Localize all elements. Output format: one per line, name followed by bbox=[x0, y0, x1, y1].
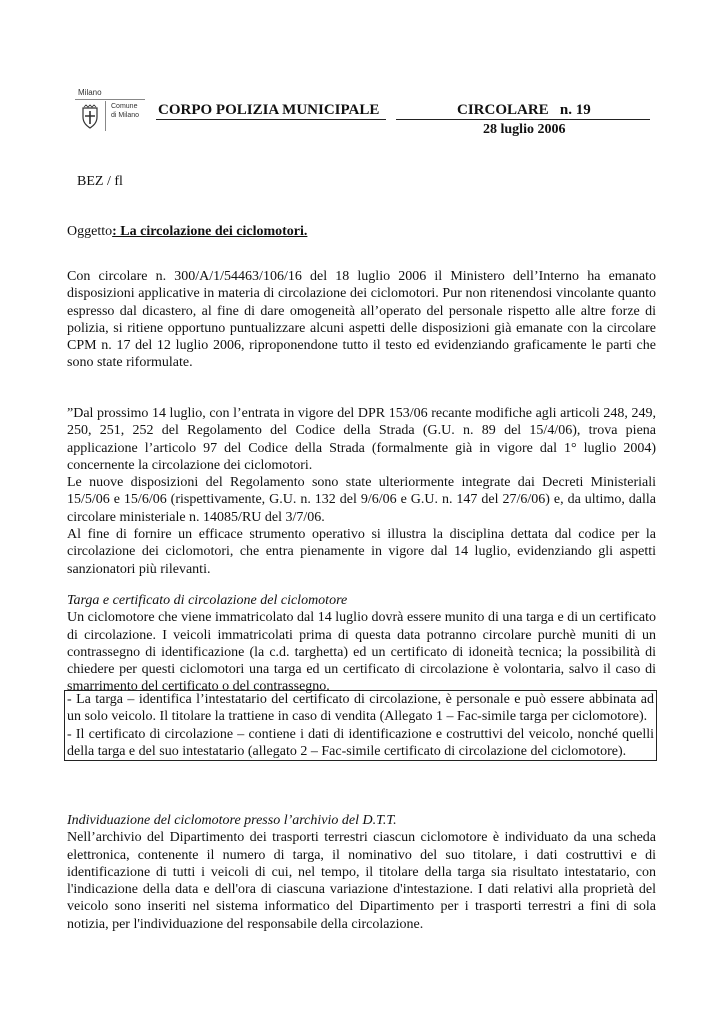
circular-rule bbox=[396, 119, 650, 120]
header-title: CORPO POLIZIA MUNICIPALE bbox=[158, 102, 380, 118]
circular-number: CIRCOLARE n. 19 bbox=[457, 102, 591, 118]
section-body: Nell’archivio del Dipartimento dei trasporti terrestri ciascun ciclomotore è individuato da una scheda elettronica, contenente il numero di targa, il nominativo del suo titolare, i dati costruttivi e di identificazione di tutti i veicoli di cui, nel tempo, il titolare della targa sia risultato intestatario, con l'indicazione della data e dell'ora di ciascuna variazione d'intestazione. I dati relativi alla proprietà del veicolo sono inseriti nel sistema informatico del Dipartimento per i trasporti terrestri a fini di sola notizia, per l'individuazione del responsabile della circolazione. bbox=[67, 830, 656, 932]
section-body: Un ciclomotore che viene immatricolato dal 14 luglio dovrà essere munito di una targa e di un certificato di circolazione. I veicoli immatricolati prima di questa data potranno circolare purchè muniti di un contrassegno di identificazione (la c.d. targhetta) ed un certificato di idoneità tecnica; la possibilità di chiedere per questi ciclomotori una targa ed un certificato di circolazione è volontaria, salvo il caso di smarrimento del certificato o del contrassegno. bbox=[67, 610, 656, 695]
box-item-plate: - La targa – identifica l’intestatario del certificato di circolazione, è personale e può essere abbinata ad un solo veicolo. Il titolare la trattiene in caso di vendita (Allegato 1 – Fac-simile targa per ciclomotore). bbox=[67, 692, 654, 725]
highlighted-box bbox=[64, 690, 657, 761]
logo-subtitle bbox=[111, 102, 139, 120]
quote-paragraph-3: Al fine di fornire un efficace strumento operativo si illustra la disciplina dettata dal codice per la circolazione dei ciclomotori, che entra pienamente in vigore dal 14 luglio, evidenziando gli aspetti sanzionatori più rilevanti. bbox=[67, 527, 656, 577]
intro-text: Con circolare n. 300/A/1/54463/106/16 del 18 luglio 2006 il Ministero dell’Interno ha emanato disposizioni applicative in materia di circolazione dei ciclomotori. Pur non ritenendosi vincolante quanto espresso dal dicastero, al fine di dare omogeneità all’operato del personale rispetto alle altre forze di polizia, si ritiene opportuno puntualizzare alcuni aspetti delle disposizioni già emanate con la circolare CPM n. 17 del 12 luglio 2006, riproponendone tutto il testo ed evidenziando graficamente le parti che sono state riformulate. bbox=[67, 269, 656, 371]
logo-divider bbox=[75, 99, 145, 100]
logo-vertical-divider bbox=[105, 101, 106, 131]
quote-section bbox=[67, 405, 656, 578]
subject-label: Oggetto bbox=[67, 224, 113, 239]
logo-subtitle-line1: Comune bbox=[111, 103, 138, 110]
section-title: Individuazione del ciclomotore presso l’archivio del D.T.T. bbox=[67, 813, 397, 828]
logo-subtitle-line2: di Milano bbox=[111, 112, 140, 119]
header-title-rule bbox=[156, 119, 386, 120]
section-title: Targa e certificato di circolazione del ciclomotore bbox=[67, 593, 348, 608]
intro-paragraph bbox=[67, 268, 656, 372]
subject-text: : La circolazione dei ciclomotori. bbox=[112, 224, 308, 239]
circular-date: 28 luglio 2006 bbox=[483, 122, 566, 137]
reference-code: BEZ / fl bbox=[77, 174, 123, 189]
box-item-certificate: - Il certificato di circolazione – contiene i dati di identificazione e costruttivi del veicolo, nonché quelli della targa e del suo intestatario (allegato 2 – Fac-simile certificato di circolazione del ciclomotore). bbox=[67, 726, 654, 759]
section-plate-certificate bbox=[67, 592, 656, 696]
subject-line bbox=[67, 224, 307, 240]
quote-paragraph-2: Le nuove disposizioni del Regolamento sono state ulteriormente integrate dai Decreti Ministeriali 15/5/06 e 15/6/06 (rispettivamente, G.U. n. 132 del 9/6/06 e G.U. n. 147 del 27/6/06) e, da ultimo, dalla circolare ministeriale n. 14085/RU del 3/7/06. bbox=[67, 475, 656, 525]
quote-paragraph-1: ”Dal prossimo 14 luglio, con l’entrata in vigore del DPR 153/06 recante modifiche agli articoli 248, 249, 250, 251, 252 del Regolamento del Codice della Strada (G.U. n. 89 del 15/4/06), trova piena applicazione l’articolo 97 del Codice della Strada (formalmente già in vigore dal 1° luglio 2004) concernente la circolazione dei ciclomotori. bbox=[67, 406, 656, 473]
coat-of-arms-icon bbox=[80, 104, 100, 130]
section-dtt-archive bbox=[67, 812, 656, 933]
logo-city-name: Milano bbox=[78, 88, 102, 97]
